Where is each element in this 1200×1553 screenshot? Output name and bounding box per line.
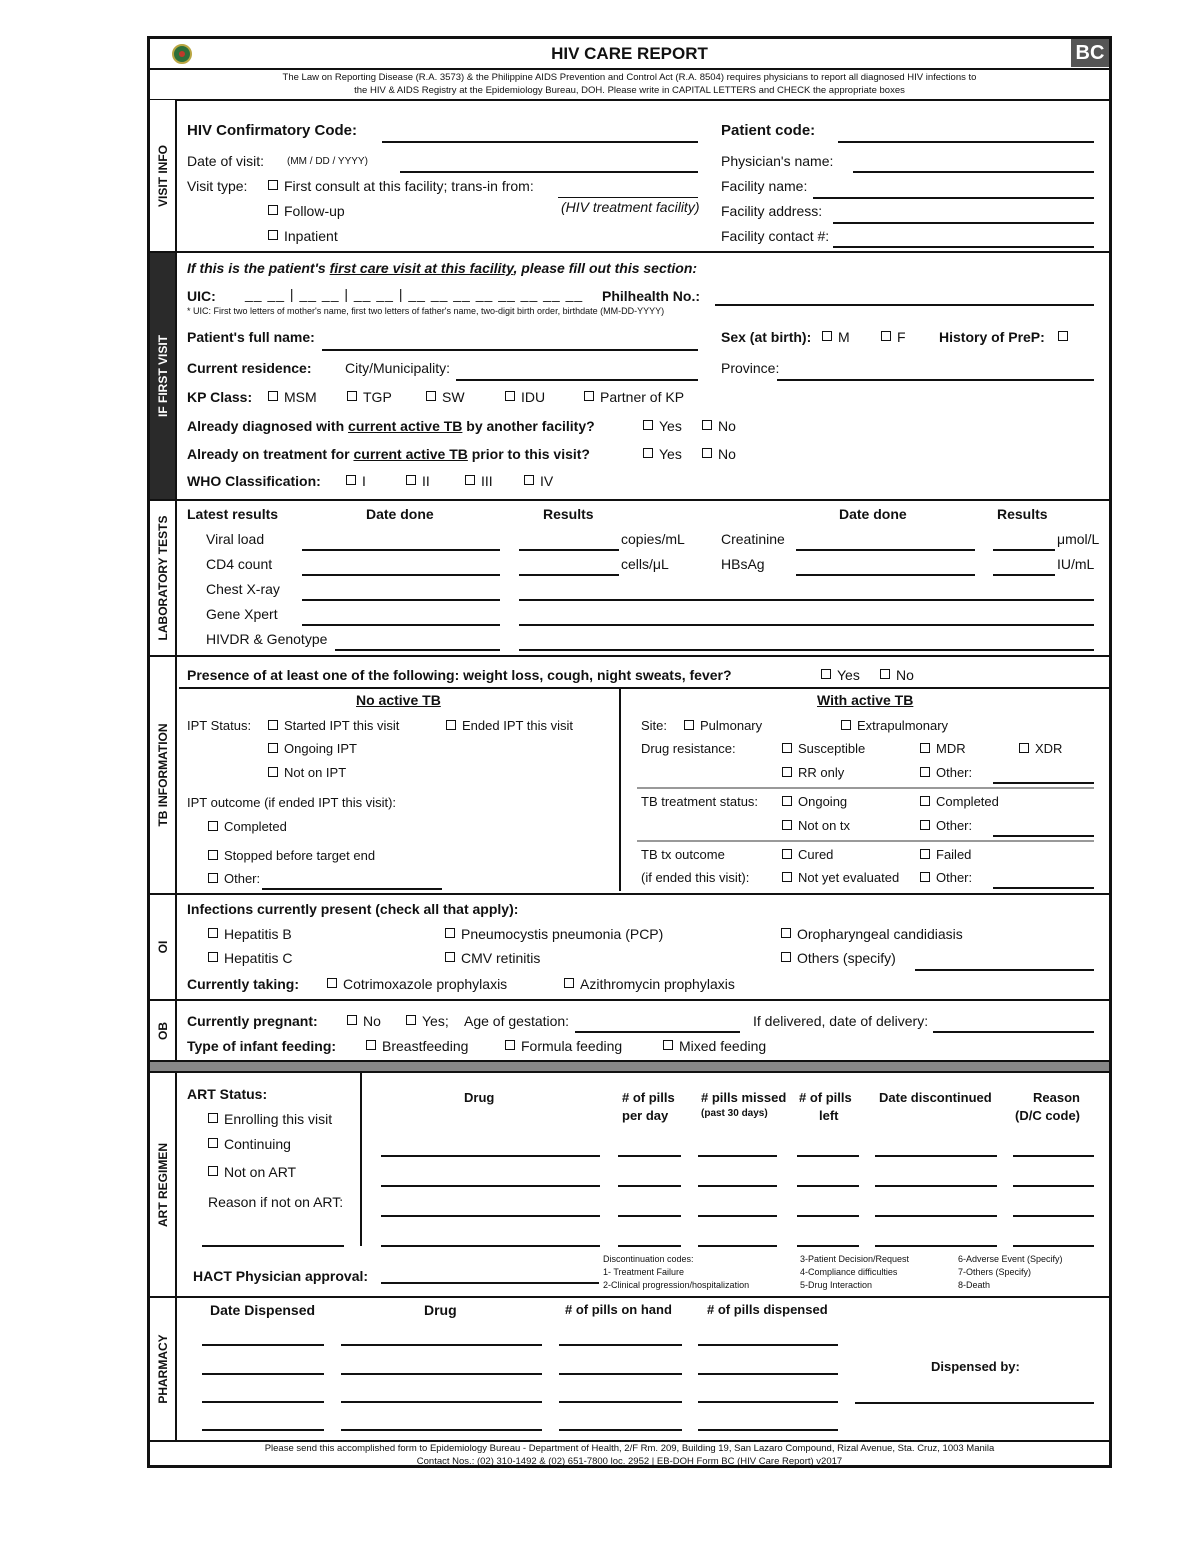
- hiv-care-report-form: [147, 36, 1112, 1468]
- pharmacy-row-field[interactable]: [559, 1429, 682, 1431]
- disc-code-6: 6-Adverse Event (Specify): [958, 1254, 1063, 1264]
- confirmatory-code-field[interactable]: [382, 141, 698, 143]
- no-active-tb-header: No active TB: [356, 692, 441, 708]
- hivdr-label: HIVDR & Genotype: [206, 631, 328, 647]
- art-row-field[interactable]: [381, 1215, 600, 1217]
- treatment-tb-question: Already on treatment for current active TB prior to this visit?: [187, 446, 590, 462]
- continuing-option[interactable]: Continuing: [208, 1137, 291, 1151]
- date-of-visit-field[interactable]: [400, 171, 698, 173]
- tb-symptoms-yes[interactable]: Yes: [821, 668, 860, 682]
- pregnant-no-option[interactable]: No: [347, 1014, 381, 1028]
- ipt-completed-option[interactable]: Completed: [208, 820, 287, 833]
- chest-xray-result-field[interactable]: [519, 599, 1094, 601]
- disc-code-5: 5-Drug Interaction: [800, 1280, 873, 1290]
- art-row-field[interactable]: [1013, 1215, 1094, 1217]
- art-row-field[interactable]: [618, 1185, 681, 1187]
- tb-tx-outcome-label: TB tx outcome: [641, 847, 725, 862]
- genexpert-label: Gene Xpert: [206, 606, 278, 622]
- facility-address-field[interactable]: [833, 222, 1094, 224]
- city-field[interactable]: [456, 379, 698, 381]
- mixed-feeding-option[interactable]: Mixed feeding: [663, 1039, 766, 1053]
- outcome-other-option[interactable]: Other:: [920, 871, 972, 884]
- treatment-tb-yes[interactable]: Yes: [643, 447, 682, 461]
- art-col-reason-2: (D/C code): [1015, 1108, 1080, 1123]
- tx-ongoing-option[interactable]: Ongoing: [782, 795, 847, 808]
- art-row-field[interactable]: [875, 1185, 997, 1187]
- uic-field[interactable]: __ __ | __ __ | __ __ | __ __ __ __ __ __ __ __: [245, 286, 584, 302]
- footer-contact: Contact Nos.: (02) 310-1492 & (02) 651-7800 loc. 2952 | EB-DOH Form BC (HIV Care Report) v2017: [416, 1456, 843, 1467]
- form-code-badge: BC: [1071, 39, 1109, 67]
- pcp-option[interactable]: Pneumocystis pneumonia (PCP): [445, 927, 663, 941]
- who-classification-label: WHO Classification:: [187, 473, 321, 489]
- tb-treatment-status-label: TB treatment status:: [641, 794, 759, 809]
- hbsag-date-field[interactable]: [796, 574, 975, 576]
- pharm-col-drug: Drug: [424, 1302, 457, 1318]
- who-iv-option[interactable]: IV: [524, 474, 553, 488]
- confirmatory-code-label: HIV Confirmatory Code:: [187, 122, 358, 139]
- section-divider: [150, 1062, 1109, 1071]
- art-row-field[interactable]: [875, 1245, 997, 1247]
- delivery-date-field[interactable]: [933, 1031, 1094, 1033]
- footer-address: Please send this accomplished form to Epidemiology Bureau - Department of Health, 2/F Rm. 209, Building 19, San Lazaro Compound, Rizal Avenue, Sta. Cruz, 1003 Manila: [264, 1443, 995, 1454]
- ipt-other-option[interactable]: Other:: [208, 872, 260, 885]
- mdr-option[interactable]: MDR: [920, 742, 966, 755]
- who-ii-option[interactable]: II: [406, 474, 430, 488]
- ipt-other-field[interactable]: [262, 888, 442, 890]
- disc-codes-title: Discontinuation codes:: [603, 1254, 694, 1264]
- physician-name-field[interactable]: [853, 171, 1094, 173]
- genexpert-result-field[interactable]: [519, 624, 1094, 626]
- viral-load-result-field[interactable]: [519, 549, 619, 551]
- facility-contact-label: Facility contact #:: [721, 228, 830, 244]
- pharmacy-row-field[interactable]: [341, 1401, 542, 1403]
- diagnosed-tb-question: Already diagnosed with current active TB by another facility?: [187, 418, 595, 434]
- treatment-tb-no[interactable]: No: [702, 447, 736, 461]
- pharmacy-row-field[interactable]: [559, 1344, 682, 1346]
- ipt-status-label: IPT Status:: [187, 718, 252, 733]
- hact-approval-field[interactable]: [381, 1282, 599, 1284]
- pharm-col-date: Date Dispensed: [210, 1302, 316, 1318]
- physician-name-label: Physician's name:: [721, 153, 834, 169]
- art-row-field[interactable]: [618, 1155, 681, 1157]
- uic-label: UIC:: [187, 288, 216, 304]
- azithromycin-option[interactable]: Azithromycin prophylaxis: [564, 977, 735, 991]
- disc-code-3: 3-Patient Decision/Request: [800, 1254, 910, 1264]
- hiv-treatment-facility-hint: (HIV treatment facility): [561, 199, 700, 215]
- tx-completed-option[interactable]: Completed: [920, 795, 999, 808]
- kp-tgp-option[interactable]: TGP: [347, 390, 392, 404]
- currently-pregnant-label: Currently pregnant:: [187, 1013, 318, 1029]
- hbsag-result-field[interactable]: [993, 574, 1055, 576]
- section-pharmacy: PHARMACY: [150, 1298, 177, 1440]
- pregnant-yes-option[interactable]: Yes;: [406, 1014, 449, 1028]
- disc-code-7: 7-Others (Specify): [958, 1267, 1032, 1277]
- art-row-field[interactable]: [797, 1245, 859, 1247]
- enrolling-option[interactable]: Enrolling this visit: [208, 1112, 332, 1126]
- philhealth-label: Philhealth No.:: [602, 288, 700, 304]
- form-title: HIV CARE REPORT: [551, 44, 708, 63]
- art-col-left-2: left: [819, 1108, 839, 1123]
- hivdr-date-field[interactable]: [335, 649, 500, 651]
- checkbox-icon: [268, 180, 278, 190]
- hepatitis-c-option[interactable]: Hepatitis C: [208, 951, 292, 965]
- pharmacy-row-field[interactable]: [202, 1401, 324, 1403]
- results-header-right: Results: [997, 506, 1048, 522]
- delivery-date-label: If delivered, date of delivery:: [753, 1013, 929, 1029]
- tb-tx-outcome-hint: (if ended this visit):: [641, 870, 750, 885]
- art-row-field[interactable]: [698, 1245, 777, 1247]
- pharm-col-on-hand: # of pills on hand: [565, 1302, 672, 1317]
- date-done-header-right: Date done: [839, 506, 907, 522]
- residence-label: Current residence:: [187, 360, 312, 376]
- facility-name-label: Facility name:: [721, 178, 808, 194]
- patient-code-label: Patient code:: [721, 122, 816, 139]
- dispensed-by-label: Dispensed by:: [931, 1359, 1020, 1374]
- sex-female-option[interactable]: F: [881, 330, 906, 344]
- chest-xray-label: Chest X-ray: [206, 581, 280, 597]
- follow-up-option[interactable]: Follow-up: [268, 204, 345, 218]
- drug-resistance-label: Drug resistance:: [641, 741, 736, 756]
- art-col-pills-day: # of pills: [622, 1090, 675, 1105]
- art-row-field[interactable]: [797, 1155, 859, 1157]
- susceptible-option[interactable]: Susceptible: [782, 742, 865, 755]
- pharmacy-row-field[interactable]: [698, 1373, 838, 1375]
- formula-feeding-option[interactable]: Formula feeding: [505, 1039, 622, 1053]
- trans-in-from-field[interactable]: [558, 197, 698, 198]
- full-name-label: Patient's full name:: [187, 329, 315, 345]
- cured-option[interactable]: Cured: [782, 848, 833, 861]
- ipt-stopped-option[interactable]: Stopped before target end: [208, 849, 375, 862]
- art-row-field[interactable]: [698, 1215, 777, 1217]
- tx-not-on-tx-option[interactable]: Not on tx: [782, 819, 850, 832]
- dispensed-by-field[interactable]: [855, 1402, 1094, 1404]
- drug-res-other-field[interactable]: [993, 782, 1094, 784]
- reason-not-on-art-field[interactable]: [202, 1245, 344, 1247]
- full-name-field[interactable]: [322, 349, 698, 351]
- philhealth-field[interactable]: [715, 304, 1094, 306]
- infant-feeding-label: Type of infant feeding:: [187, 1038, 337, 1054]
- cmv-option[interactable]: CMV retinitis: [445, 951, 540, 965]
- art-row-field[interactable]: [1013, 1245, 1094, 1247]
- art-row-field[interactable]: [797, 1215, 859, 1217]
- cd4-label: CD4 count: [206, 556, 273, 572]
- site-label: Site:: [641, 718, 668, 733]
- kp-class-label: KP Class:: [187, 389, 253, 405]
- pharmacy-row-field[interactable]: [202, 1429, 324, 1431]
- art-row-field[interactable]: [875, 1215, 997, 1217]
- breastfeeding-option[interactable]: Breastfeeding: [366, 1039, 468, 1053]
- facility-address-label: Facility address:: [721, 203, 823, 219]
- art-col-missed: # pills missed: [701, 1090, 787, 1105]
- pharmacy-row-field[interactable]: [559, 1373, 682, 1375]
- law-notice-line2: the HIV & AIDS Registry at the Epidemiology Bureau, DOH. Please write in CAPITAL LETTERS and CHECK the appropriate boxes: [354, 85, 905, 96]
- art-col-pills-day-2: per day: [622, 1108, 669, 1123]
- viral-load-date-field[interactable]: [302, 549, 500, 551]
- art-col-missed-2: (past 30 days): [701, 1108, 768, 1119]
- tx-other-option[interactable]: Other:: [920, 819, 972, 832]
- art-row-field[interactable]: [618, 1245, 681, 1247]
- tx-other-field[interactable]: [993, 835, 1094, 837]
- visit-type-label: Visit type:: [187, 178, 248, 194]
- first-consult-option[interactable]: First consult at this facility; trans-in from:: [268, 179, 534, 193]
- pharmacy-row-field[interactable]: [341, 1373, 542, 1375]
- section-oi: OI: [150, 895, 177, 999]
- kp-partner-option[interactable]: Partner of KP: [584, 390, 684, 404]
- pharmacy-row-field[interactable]: [559, 1401, 682, 1403]
- section-visit-info: VISIT INFO: [150, 100, 177, 251]
- disc-code-2: 2-Clinical progression/hospitalization: [603, 1280, 750, 1290]
- not-yet-evaluated-option[interactable]: Not yet evaluated: [782, 871, 899, 884]
- results-header: Results: [543, 506, 594, 522]
- who-iii-option[interactable]: III: [465, 474, 493, 488]
- kp-idu-option[interactable]: IDU: [505, 390, 545, 404]
- section-tb-information: TB INFORMATION: [150, 657, 177, 893]
- sex-male-option[interactable]: M: [822, 330, 850, 344]
- currently-taking-label: Currently taking:: [187, 976, 300, 992]
- facility-contact-field[interactable]: [833, 246, 1094, 248]
- not-on-ipt-option[interactable]: Not on IPT: [268, 766, 346, 779]
- art-row-field[interactable]: [381, 1245, 600, 1247]
- kp-sw-option[interactable]: SW: [426, 390, 465, 404]
- hivdr-result-field[interactable]: [519, 649, 1094, 651]
- hepatitis-b-option[interactable]: Hepatitis B: [208, 927, 292, 941]
- art-col-reason: Reason: [1033, 1090, 1080, 1105]
- art-row-field[interactable]: [618, 1215, 681, 1217]
- pharmacy-row-field[interactable]: [202, 1373, 324, 1375]
- art-status-label: ART Status:: [187, 1086, 268, 1102]
- date-format-hint: (MM / DD / YYYY): [287, 156, 368, 167]
- viral-load-label: Viral load: [206, 531, 265, 547]
- section-art-regimen: ART REGIMEN: [150, 1073, 177, 1296]
- with-active-tb-header: With active TB: [817, 692, 914, 708]
- oropharyngeal-option[interactable]: Oropharyngeal candidiasis: [781, 927, 963, 941]
- pharm-col-dispensed: # of pills dispensed: [707, 1302, 828, 1317]
- art-row-field[interactable]: [698, 1185, 777, 1187]
- disc-code-1: 1- Treatment Failure: [603, 1267, 685, 1277]
- infections-label: Infections currently present (check all that apply):: [187, 901, 519, 917]
- facility-name-field[interactable]: [813, 197, 1094, 199]
- art-col-date-disc: Date discontinued: [879, 1090, 992, 1105]
- chest-xray-date-field[interactable]: [302, 599, 500, 601]
- pharmacy-row-field[interactable]: [698, 1429, 838, 1431]
- section-first-visit: IF FIRST VISIT: [150, 253, 177, 499]
- art-row-field[interactable]: [1013, 1185, 1094, 1187]
- pharmacy-row-field[interactable]: [698, 1344, 838, 1346]
- art-col-drug: Drug: [464, 1090, 495, 1105]
- not-on-art-option[interactable]: Not on ART: [208, 1165, 296, 1179]
- art-row-field[interactable]: [381, 1155, 600, 1157]
- tb-symptoms-question: Presence of at least one of the following: weight loss, cough, night sweats, fever?: [187, 667, 732, 683]
- section-laboratory-tests: LABORATORY TESTS: [150, 501, 177, 655]
- cd4-date-field[interactable]: [302, 574, 500, 576]
- province-label: Province:: [721, 360, 780, 376]
- hact-approval-label: HACT Physician approval:: [193, 1268, 369, 1284]
- ipt-outcome-label: IPT outcome (if ended IPT this visit):: [187, 795, 397, 810]
- xdr-option[interactable]: XDR: [1019, 742, 1062, 755]
- art-row-field[interactable]: [698, 1155, 777, 1157]
- hbsag-label: HBsAg: [721, 556, 765, 572]
- patient-code-field[interactable]: [838, 141, 1094, 143]
- rr-only-option[interactable]: RR only: [782, 766, 844, 779]
- diagnosed-tb-yes[interactable]: Yes: [643, 419, 682, 433]
- cells-unit: cells/μL: [621, 556, 669, 572]
- prep-history-label: History of PreP:: [939, 329, 1045, 345]
- art-row-field[interactable]: [797, 1185, 859, 1187]
- tb-symptoms-no[interactable]: No: [880, 668, 914, 682]
- copies-unit: copies/mL: [621, 531, 685, 547]
- disc-code-8: 8-Death: [958, 1280, 991, 1290]
- oi-others-field[interactable]: [915, 969, 1094, 971]
- province-field[interactable]: [777, 379, 1094, 381]
- date-done-header: Date done: [366, 506, 434, 522]
- cd4-result-field[interactable]: [519, 574, 619, 576]
- prep-history-checkbox[interactable]: [1058, 330, 1074, 344]
- pharmacy-row-field[interactable]: [698, 1401, 838, 1403]
- diagnosed-tb-no[interactable]: No: [702, 419, 736, 433]
- umol-unit: μmol/L: [1057, 531, 1100, 547]
- uic-note: * UIC: First two letters of mother's name, first two letters of father's name, two-digit birth order, birthdate (MM-DD-YYYY): [187, 306, 665, 316]
- started-ipt-option[interactable]: Started IPT this visit: [268, 719, 399, 732]
- section-ob: OB: [150, 1001, 177, 1060]
- creatinine-label: Creatinine: [721, 531, 785, 547]
- art-row-field[interactable]: [381, 1185, 600, 1187]
- date-of-visit-label: Date of visit:: [187, 153, 265, 169]
- latest-results-label: Latest results: [187, 506, 279, 522]
- inpatient-option[interactable]: Inpatient: [268, 229, 338, 243]
- art-row-field[interactable]: [875, 1155, 997, 1157]
- drug-res-other-option[interactable]: Other:: [920, 766, 972, 779]
- genexpert-date-field[interactable]: [302, 624, 500, 626]
- ended-ipt-option[interactable]: Ended IPT this visit: [446, 719, 573, 732]
- extrapulmonary-option[interactable]: Extrapulmonary: [841, 719, 948, 732]
- outcome-other-field[interactable]: [993, 887, 1094, 889]
- who-i-option[interactable]: I: [346, 474, 366, 488]
- iuml-unit: IU/mL: [1057, 556, 1095, 572]
- city-label: City/Municipality:: [345, 360, 451, 376]
- law-notice-line1: The Law on Reporting Disease (R.A. 3573) & the Philippine AIDS Prevention and Control Act (R.A. 8504) requires physicians to report all diagnosed HIV infections to: [282, 72, 977, 83]
- pharmacy-row-field[interactable]: [202, 1344, 324, 1346]
- pharmacy-row-field[interactable]: [341, 1344, 542, 1346]
- failed-option[interactable]: Failed: [920, 848, 971, 861]
- first-visit-intro: If this is the patient's first care visit at this facility, please fill out this section:: [187, 260, 698, 276]
- art-row-field[interactable]: [1013, 1155, 1094, 1157]
- disc-code-4: 4-Compliance difficulties: [800, 1267, 898, 1277]
- art-col-left: # of pills: [799, 1090, 852, 1105]
- ongoing-ipt-option[interactable]: Ongoing IPT: [268, 742, 357, 755]
- sex-label: Sex (at birth):: [721, 329, 812, 345]
- pharmacy-row-field[interactable]: [341, 1429, 542, 1431]
- age-of-gestation-field[interactable]: [575, 1031, 740, 1033]
- kp-msm-option[interactable]: MSM: [268, 390, 317, 404]
- pulmonary-option[interactable]: Pulmonary: [684, 719, 762, 732]
- oi-others-option[interactable]: Others (specify): [781, 951, 896, 965]
- cotrimoxazole-option[interactable]: Cotrimoxazole prophylaxis: [327, 977, 507, 991]
- age-of-gestation-label: Age of gestation:: [464, 1013, 570, 1029]
- reason-not-on-art-label: Reason if not on ART:: [208, 1194, 344, 1210]
- creatinine-result-field[interactable]: [993, 549, 1055, 551]
- creatinine-date-field[interactable]: [796, 549, 975, 551]
